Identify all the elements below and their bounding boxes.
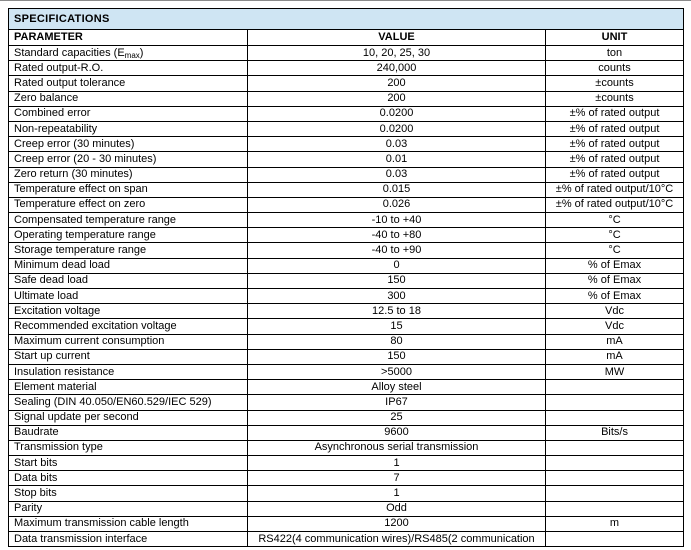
- value-text: 150: [387, 274, 406, 287]
- parameter-text: Element material: [14, 380, 97, 393]
- value-text: 1: [393, 487, 400, 500]
- table-row: [9, 410, 684, 425]
- table-row: [9, 425, 684, 440]
- table-row: [9, 91, 684, 106]
- parameter-cell: [9, 349, 248, 364]
- value-text: 0.01: [385, 152, 408, 165]
- parameter-cell: [9, 182, 248, 197]
- parameter-cell: [9, 61, 248, 76]
- parameter-cell: [9, 471, 248, 486]
- parameter-cell: [9, 258, 248, 273]
- table-row: [9, 197, 684, 212]
- unit-cell: [546, 106, 684, 121]
- value-cell: [248, 425, 546, 440]
- table-row: [9, 213, 684, 228]
- parameter-cell: [9, 532, 248, 547]
- table-row: [9, 532, 684, 547]
- value-cell: [248, 410, 546, 425]
- parameter-text: Zero return (30 minutes): [14, 168, 133, 181]
- value-text: 0.03: [385, 137, 408, 150]
- unit-cell: [546, 121, 684, 136]
- value-cell: [248, 243, 546, 258]
- table-header-row: [9, 30, 684, 46]
- unit-text: ±% of rated output/10°C: [555, 198, 674, 211]
- parameter-text: Data bits: [14, 471, 58, 484]
- parameter-text: Parity: [14, 502, 43, 515]
- value-cell: [248, 76, 546, 91]
- parameter-text: Baudrate: [14, 426, 59, 439]
- parameter-cell: [9, 501, 248, 516]
- unit-text: °C: [608, 213, 621, 226]
- value-text: 7: [393, 471, 400, 484]
- unit-text: ±% of rated output: [569, 152, 660, 165]
- parameter-cell: [9, 243, 248, 258]
- unit-cell: [546, 395, 684, 410]
- parameter-cell: [9, 319, 248, 334]
- parameter-cell: [9, 395, 248, 410]
- parameter-text: Ultimate load: [14, 289, 79, 302]
- value-text: 300: [387, 289, 406, 302]
- column-header-parameter: PARAMETER: [9, 30, 248, 46]
- parameter-cell: [9, 152, 248, 167]
- value-text: 10, 20, 25, 30: [362, 46, 431, 59]
- value-text: Odd: [386, 502, 407, 515]
- parameter-text: Creep error (30 minutes): [14, 137, 135, 150]
- value-cell: [248, 197, 546, 212]
- value-cell: [248, 182, 546, 197]
- value-text: >5000: [381, 365, 412, 378]
- table-title: SPECIFICATIONS: [9, 9, 684, 30]
- value-cell: [248, 501, 546, 516]
- parameter-cell: [9, 197, 248, 212]
- table-row: [9, 121, 684, 136]
- unit-cell: [546, 258, 684, 273]
- value-text: 0.015: [382, 183, 411, 196]
- parameter-text: Creep error (20 - 30 minutes): [14, 152, 157, 165]
- specifications-table: [8, 8, 684, 547]
- unit-text: counts: [598, 61, 631, 74]
- value-text: 80: [390, 335, 403, 348]
- unit-text: ±% of rated output/10°C: [555, 183, 674, 196]
- table-row: [9, 61, 684, 76]
- column-header-value: VALUE: [248, 30, 546, 46]
- value-cell: [248, 137, 546, 152]
- parameter-cell: [9, 440, 248, 455]
- parameter-text: Temperature effect on span: [14, 183, 148, 196]
- table-row: [9, 486, 684, 501]
- unit-cell: [546, 501, 684, 516]
- unit-text: ±counts: [595, 76, 634, 89]
- value-cell: [248, 61, 546, 76]
- parameter-cell: [9, 304, 248, 319]
- parameter-text: Maximum transmission cable length: [14, 517, 189, 530]
- parameter-text: Insulation resistance: [14, 365, 115, 378]
- parameter-cell: [9, 46, 248, 61]
- parameter-text: Zero balance: [14, 92, 79, 105]
- unit-text: ±% of rated output: [569, 137, 660, 150]
- parameter-text: Maximum current consumption: [14, 335, 165, 348]
- parameter-text: Stop bits: [14, 487, 57, 500]
- value-cell: [248, 440, 546, 455]
- value-text: RS422(4 communication wires)/RS485(2 communication: [258, 532, 535, 545]
- value-text: 0.0200: [379, 107, 414, 120]
- unit-text: mA: [606, 350, 623, 363]
- parameter-text: Combined error: [14, 107, 91, 120]
- unit-text: Bits/s: [601, 426, 628, 439]
- table-row: [9, 152, 684, 167]
- value-cell: [248, 486, 546, 501]
- parameter-cell: [9, 334, 248, 349]
- value-cell: [248, 364, 546, 379]
- table-row: [9, 349, 684, 364]
- parameter-text: Excitation voltage: [14, 304, 101, 317]
- parameter-text: Minimum dead load: [14, 259, 110, 272]
- table-row: [9, 258, 684, 273]
- unit-text: Vdc: [605, 304, 624, 317]
- value-text: -40 to +80: [371, 228, 422, 241]
- unit-text: ±counts: [595, 92, 634, 105]
- parameter-text: Operating temperature range: [14, 228, 156, 241]
- value-cell: [248, 258, 546, 273]
- value-text: 1200: [384, 517, 409, 530]
- unit-cell: [546, 273, 684, 288]
- value-cell: [248, 395, 546, 410]
- unit-cell: [546, 76, 684, 91]
- table-row: [9, 440, 684, 455]
- value-cell: [248, 334, 546, 349]
- unit-text: mA: [606, 335, 623, 348]
- value-cell: [248, 349, 546, 364]
- table-row: [9, 456, 684, 471]
- unit-cell: [546, 425, 684, 440]
- parameter-text: Rated output tolerance: [14, 76, 126, 89]
- value-text: 200: [387, 76, 406, 89]
- parameter-cell: [9, 364, 248, 379]
- parameter-text: Transmission type: [14, 441, 103, 454]
- unit-cell: [546, 137, 684, 152]
- value-cell: [248, 304, 546, 319]
- value-text: Asynchronous serial transmission: [314, 441, 479, 454]
- value-cell: [248, 532, 546, 547]
- table-row: [9, 319, 684, 334]
- value-cell: [248, 273, 546, 288]
- value-text: 25: [390, 411, 403, 424]
- value-cell: [248, 289, 546, 304]
- value-cell: [248, 167, 546, 182]
- value-cell: [248, 46, 546, 61]
- unit-text: ±% of rated output: [569, 168, 660, 181]
- value-cell: [248, 213, 546, 228]
- unit-cell: [546, 197, 684, 212]
- unit-text: % of Emax: [587, 259, 642, 272]
- unit-cell: [546, 364, 684, 379]
- unit-cell: [546, 380, 684, 395]
- value-text: 0.0200: [379, 122, 414, 135]
- unit-cell: [546, 516, 684, 531]
- value-text: 1: [393, 456, 400, 469]
- parameter-cell: [9, 228, 248, 243]
- parameter-text: Non-repeatability: [14, 122, 98, 135]
- parameter-cell: [9, 289, 248, 304]
- unit-cell: [546, 61, 684, 76]
- value-text: 0.03: [385, 168, 408, 181]
- parameter-cell: [9, 137, 248, 152]
- parameter-cell: [9, 213, 248, 228]
- value-cell: [248, 380, 546, 395]
- unit-text: °C: [608, 244, 621, 257]
- unit-text: m: [609, 517, 620, 530]
- table-row: [9, 304, 684, 319]
- parameter-cell: [9, 456, 248, 471]
- parameter-text: Standard capacities (E: [14, 46, 125, 59]
- parameter-cell: [9, 121, 248, 136]
- unit-cell: [546, 167, 684, 182]
- unit-text: % of Emax: [587, 289, 642, 302]
- parameter-cell: [9, 410, 248, 425]
- parameter-text: Data transmission interface: [14, 532, 148, 545]
- table-row: [9, 395, 684, 410]
- value-text: 0: [393, 259, 400, 272]
- table-row: [9, 334, 684, 349]
- value-cell: [248, 228, 546, 243]
- unit-cell: [546, 319, 684, 334]
- parameter-cell: [9, 91, 248, 106]
- table-row: [9, 228, 684, 243]
- parameter-text: Compensated temperature range: [14, 213, 177, 226]
- parameter-text: Safe dead load: [14, 274, 89, 287]
- unit-cell: [546, 486, 684, 501]
- unit-text: ±% of rated output: [569, 122, 660, 135]
- value-text: Alloy steel: [371, 380, 422, 393]
- table-row: [9, 471, 684, 486]
- unit-cell: [546, 410, 684, 425]
- table-row: [9, 516, 684, 531]
- page-top-edge: [0, 0, 691, 1]
- parameter-cell: [9, 516, 248, 531]
- value-text: IP67: [385, 395, 408, 408]
- value-text: -10 to +40: [371, 213, 422, 226]
- unit-cell: [546, 334, 684, 349]
- unit-cell: [546, 46, 684, 61]
- table-row: [9, 76, 684, 91]
- unit-cell: [546, 289, 684, 304]
- column-header-unit: UNIT: [546, 30, 684, 46]
- unit-cell: [546, 304, 684, 319]
- table-row: [9, 137, 684, 152]
- unit-text: MW: [604, 365, 625, 378]
- unit-cell: [546, 91, 684, 106]
- parameter-text: Signal update per second: [14, 411, 139, 424]
- spec-table-body: [9, 46, 684, 547]
- value-cell: [248, 152, 546, 167]
- unit-text: ton: [606, 46, 623, 59]
- value-text: 200: [387, 92, 406, 105]
- parameter-text: Start up current: [14, 350, 90, 363]
- parameter-text: Sealing (DIN 40.050/EN60.529/IEC 529): [14, 395, 212, 408]
- value-text: 240,000: [376, 61, 417, 74]
- parameter-text: Storage temperature range: [14, 244, 147, 257]
- parameter-cell: [9, 76, 248, 91]
- table-row: [9, 501, 684, 516]
- table-row: [9, 273, 684, 288]
- unit-cell: [546, 243, 684, 258]
- unit-cell: [546, 228, 684, 243]
- unit-cell: [546, 182, 684, 197]
- parameter-text: Rated output-R.O.: [14, 61, 104, 74]
- table-row: [9, 289, 684, 304]
- value-cell: [248, 121, 546, 136]
- value-cell: [248, 106, 546, 121]
- parameter-subscript: max: [124, 50, 140, 60]
- value-cell: [248, 91, 546, 106]
- unit-text: ±% of rated output: [569, 107, 660, 120]
- value-text: 0.026: [382, 198, 411, 211]
- table-row: [9, 46, 684, 61]
- parameter-text-suffix: ): [139, 46, 144, 59]
- parameter-text: Temperature effect on zero: [14, 198, 146, 211]
- unit-cell: [546, 532, 684, 547]
- parameter-text: Start bits: [14, 456, 58, 469]
- table-row: [9, 167, 684, 182]
- value-text: 9600: [384, 426, 409, 439]
- value-cell: [248, 456, 546, 471]
- parameter-cell: [9, 106, 248, 121]
- value-cell: [248, 516, 546, 531]
- table-row: [9, 182, 684, 197]
- unit-cell: [546, 152, 684, 167]
- unit-text: % of Emax: [587, 274, 642, 287]
- value-text: 150: [387, 350, 406, 363]
- table-title-row: [9, 9, 684, 30]
- unit-cell: [546, 440, 684, 455]
- value-text: 15: [390, 319, 403, 332]
- value-text: 12.5 to 18: [372, 304, 421, 317]
- unit-cell: [546, 349, 684, 364]
- unit-cell: [546, 456, 684, 471]
- parameter-cell: [9, 167, 248, 182]
- table-row: [9, 106, 684, 121]
- table-row: [9, 243, 684, 258]
- value-text: -40 to +90: [371, 244, 422, 257]
- parameter-cell: [9, 486, 248, 501]
- unit-cell: [546, 471, 684, 486]
- table-row: [9, 364, 684, 379]
- value-cell: [248, 319, 546, 334]
- parameter-text: Recommended excitation voltage: [14, 319, 177, 332]
- table-row: [9, 380, 684, 395]
- unit-text: Vdc: [605, 319, 624, 332]
- parameter-cell: [9, 273, 248, 288]
- parameter-cell: [9, 425, 248, 440]
- parameter-cell: [9, 380, 248, 395]
- unit-text: °C: [608, 228, 621, 241]
- unit-cell: [546, 213, 684, 228]
- value-cell: [248, 471, 546, 486]
